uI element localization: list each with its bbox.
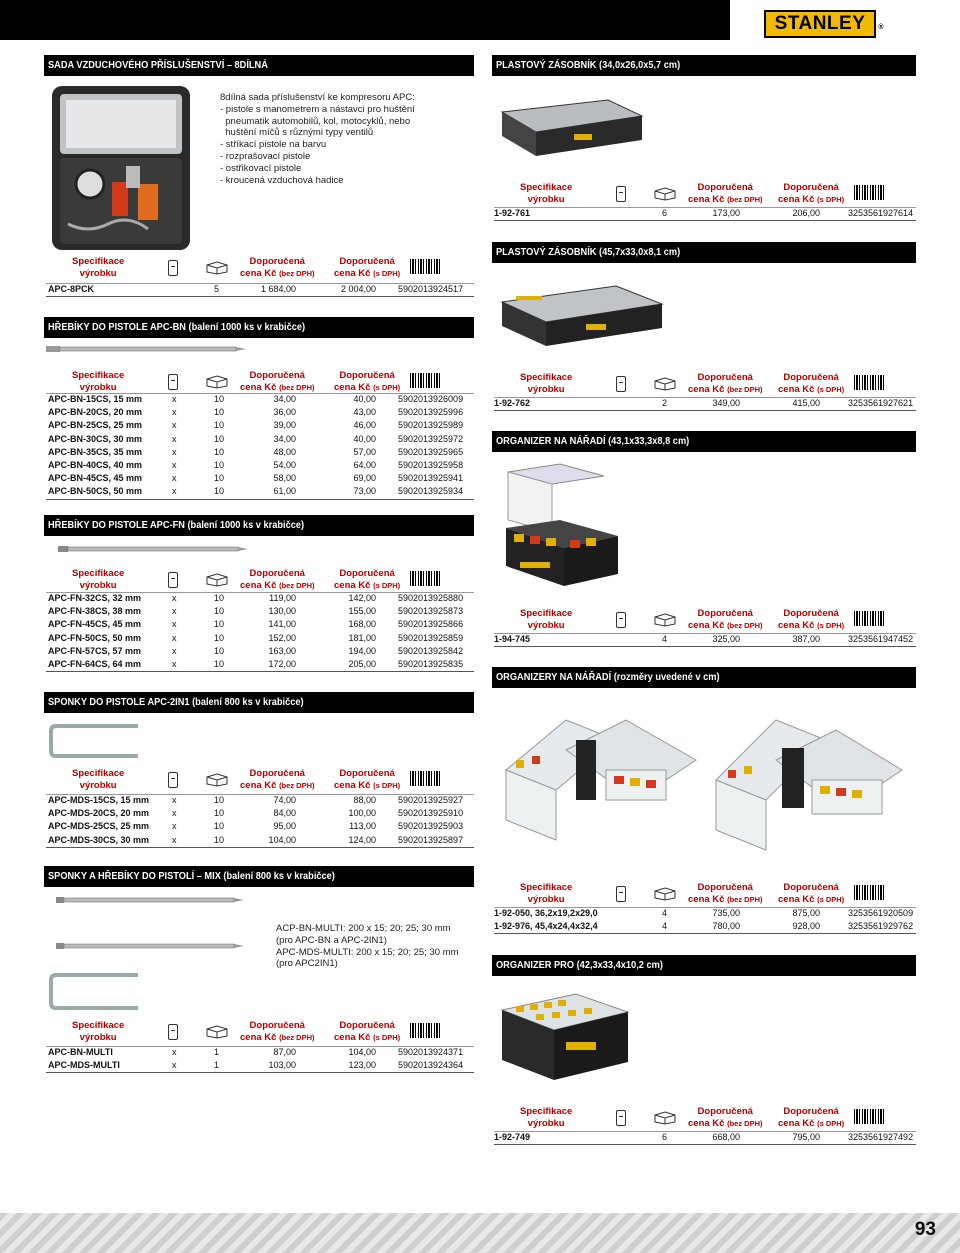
table-rule (46, 1046, 474, 1047)
cell-ean: 5902013925996 (398, 407, 464, 418)
cell-code: APC-BN-45CS, 45 mm (48, 473, 143, 484)
cell-p1: 84,00 (273, 808, 296, 819)
table-rule (46, 283, 474, 284)
cell-p2: 46,00 (353, 420, 376, 431)
cell-ean: 5902013925873 (398, 606, 464, 617)
cell-code: APC-BN-25CS, 25 mm (48, 420, 143, 431)
table-r4 (494, 907, 916, 933)
table-row (46, 632, 474, 645)
table-row (494, 207, 916, 220)
cell-qty: 6 (662, 1132, 668, 1142)
staple-photo (48, 723, 140, 759)
cell-p2: 2 004,00 (340, 284, 376, 294)
cell-x: x (172, 407, 177, 418)
table-s1 (46, 283, 474, 296)
cell-x: x (172, 459, 177, 470)
cell-code: APC-BN-35CS, 35 mm (48, 446, 143, 457)
cell-p2: 194,00 (348, 645, 376, 656)
nail-bn-photo (46, 344, 246, 354)
table-row (494, 397, 916, 410)
cell-ean: 3253561927614 (848, 208, 914, 218)
barcode-icon (854, 885, 886, 900)
cell-ean: 5902013925941 (398, 473, 464, 484)
cell-p1: 1 684,00 (260, 284, 296, 294)
cell-code: APC-BN-20CS, 20 mm (48, 407, 143, 418)
cell-p1: 668,00 (712, 1132, 740, 1142)
table-header-r5: Specifikace výrobku Doporučená cena Kč (bez DPH) Doporučená cena Kč (s DPH) (492, 1106, 916, 1132)
barcode-icon (410, 771, 442, 786)
cell-code: 1-92-762 (494, 398, 531, 408)
table-rule (46, 847, 474, 848)
cell-qty: 10 (214, 658, 225, 669)
barcode-icon (410, 1023, 442, 1038)
cell-p1: 74,00 (273, 795, 296, 805)
table-row (46, 1046, 474, 1059)
cell-ean: 5902013925903 (398, 821, 464, 832)
cell-qty: 10 (214, 593, 225, 603)
cell-p2: 73,00 (353, 486, 376, 497)
cell-p1: 130,00 (268, 606, 296, 617)
cell-p1: 141,00 (268, 619, 296, 630)
table-row (46, 605, 474, 618)
table-row (46, 834, 474, 847)
table-rule (46, 671, 474, 672)
table-r5 (494, 1131, 916, 1144)
cell-p1: 173,00 (712, 208, 740, 218)
table-row (46, 283, 474, 296)
cell-qty: 10 (214, 606, 225, 617)
cell-qty: 10 (214, 795, 225, 805)
cell-qty: 5 (214, 284, 220, 294)
cell-p2: 40,00 (353, 433, 376, 444)
cell-p2: 415,00 (792, 398, 820, 408)
cell-x: x (172, 593, 177, 603)
cell-qty: 6 (662, 208, 668, 218)
box-icon (654, 187, 676, 201)
table-s5 (46, 1046, 474, 1072)
cell-ean: 5902013926009 (398, 394, 464, 404)
box-icon (654, 1111, 676, 1125)
table-rule (46, 393, 474, 394)
table-row (46, 820, 474, 833)
cell-p2: 181,00 (348, 632, 376, 643)
top-bar (0, 0, 960, 40)
cell-x: x (172, 821, 177, 832)
table-row (46, 645, 474, 658)
cell-p2: 69,00 (353, 473, 376, 484)
cell-x: x (172, 420, 177, 431)
cell-qty: 10 (214, 394, 225, 404)
box-icon (654, 887, 676, 901)
table-rule (46, 1072, 474, 1073)
cell-qty: 10 (214, 420, 225, 431)
cell-p2: 40,00 (353, 394, 376, 404)
cell-code: APC-MDS-25CS, 25 mm (48, 821, 150, 832)
cell-qty: 10 (214, 433, 225, 444)
cell-code: APC-BN-MULTI (48, 1047, 113, 1057)
cell-code: APC-BN-30CS, 30 mm (48, 433, 143, 444)
barcode-icon (410, 571, 442, 586)
cell-qty: 10 (214, 446, 225, 457)
air-accessory-kit-photo (48, 84, 194, 252)
cell-code: APC-MDS-15CS, 15 mm (48, 795, 150, 805)
cell-ean: 5902013924371 (398, 1047, 464, 1057)
cell-qty: 10 (214, 821, 225, 832)
organizers-r4-photo (496, 700, 906, 870)
cell-code: 1-92-976, 45,4x24,4x32,4 (494, 921, 598, 932)
cell-ean: 3253561927492 (848, 1132, 914, 1142)
barcode-icon (854, 375, 886, 390)
cell-p1: 54,00 (273, 459, 296, 470)
page-number: 93 (914, 1219, 936, 1240)
table-header-r1: Specifikace výrobku Doporučená cena Kč (bez DPH) Doporučená cena Kč (s DPH) (492, 182, 916, 208)
cell-ean: 5902013925880 (398, 593, 464, 603)
table-r2 (494, 397, 916, 410)
cell-qty: 10 (214, 808, 225, 819)
table-header-s5: Specifikace výrobku Doporučená cena Kč (bez DPH) Doporučená cena Kč (s DPH) (44, 1020, 474, 1046)
cell-ean: 3253561947452 (848, 634, 914, 644)
table-row (46, 459, 474, 472)
table-row (494, 920, 916, 933)
cell-ean: 5902013925934 (398, 486, 464, 497)
cell-code: APC-FN-32CS, 32 mm (48, 593, 142, 603)
box-icon (654, 613, 676, 627)
cell-code: APC-MDS-20CS, 20 mm (48, 808, 150, 819)
cell-x: x (172, 606, 177, 617)
cell-qty: 1 (214, 1047, 220, 1057)
cell-x: x (172, 446, 177, 457)
cell-x: x (172, 834, 177, 845)
cell-x: x (172, 658, 177, 669)
cell-p2: 88,00 (353, 795, 376, 805)
cell-p1: 87,00 (273, 1047, 296, 1057)
package-icon (616, 612, 626, 628)
cell-code: 1-92-050, 36,2x19,2x29,0 (494, 908, 598, 918)
table-rule (494, 933, 916, 934)
cell-p1: 58,00 (273, 473, 296, 484)
section-title-r3: ORGANIZER NA NÁŘADÍ (43,1x33,3x8,8 cm) (492, 431, 916, 452)
cell-p2: 100,00 (348, 808, 376, 819)
cell-code: APC-FN-57CS, 57 mm (48, 645, 142, 656)
cell-code: APC-BN-40CS, 40 mm (48, 459, 143, 470)
table-rule (494, 1131, 916, 1132)
cell-p1: 48,00 (273, 446, 296, 457)
organizer-pro-photo (496, 988, 632, 1084)
cell-p2: 142,00 (348, 593, 376, 603)
mix-nails-staples-photo (48, 895, 248, 1015)
cell-p2: 57,00 (353, 446, 376, 457)
cell-x: x (172, 645, 177, 656)
barcode-icon (854, 1109, 886, 1124)
cell-code: APC-FN-50CS, 50 mm (48, 632, 142, 643)
table-s4 (46, 794, 474, 847)
table-header-s4: Specifikace výrobku Doporučená cena Kč (bez DPH) Doporučená cena Kč (s DPH) (44, 768, 474, 794)
cell-x: x (172, 473, 177, 484)
package-icon (168, 1024, 178, 1040)
table-rule (46, 296, 474, 297)
section-title-s4: SPONKY DO PISTOLE APC-2IN1 (balení 800 ks v krabičce) (44, 692, 474, 713)
cell-p1: 95,00 (273, 821, 296, 832)
cell-x: x (172, 619, 177, 630)
table-rule (494, 1144, 916, 1145)
cell-p2: 206,00 (792, 208, 820, 218)
table-rule (494, 220, 916, 221)
table-header-s2: Specifikace výrobku Doporučená cena Kč (bez DPH) Doporučená cena Kč (s DPH) (44, 370, 474, 396)
cell-ean: 3253561920509 (848, 908, 914, 918)
table-row (46, 472, 474, 485)
cell-p2: 928,00 (792, 921, 820, 932)
cell-ean: 5902013925927 (398, 795, 464, 805)
cell-ean: 5902013925842 (398, 645, 464, 656)
cell-ean: 5902013924364 (398, 1060, 464, 1071)
cell-p1: 152,00 (268, 632, 296, 643)
cell-ean: 5902013925972 (398, 433, 464, 444)
cell-p2: 104,00 (348, 1047, 376, 1057)
box-icon (206, 375, 228, 389)
cell-code: 1-92-749 (494, 1132, 531, 1142)
organizer-r1-photo (496, 96, 646, 160)
cell-ean: 5902013925866 (398, 619, 464, 630)
cell-p1: 34,00 (273, 394, 296, 404)
cell-p1: 61,00 (273, 486, 296, 497)
package-icon (616, 376, 626, 392)
table-header-r3: Specifikace výrobku Doporučená cena Kč (bez DPH) Doporučená cena Kč (s DPH) (492, 608, 916, 634)
cell-qty: 10 (214, 645, 225, 656)
cell-x: x (172, 1047, 177, 1057)
cell-qty: 10 (214, 459, 225, 470)
cell-ean: 5902013925835 (398, 658, 464, 669)
section-title-s5: SPONKY A HŘEBÍKY DO PISTOLÍ – MIX (balení 800 ks v krabičce) (44, 866, 474, 887)
stanley-logo: STANLEY ® (764, 10, 876, 38)
table-rule (46, 794, 474, 795)
barcode-icon (410, 259, 442, 274)
mix-description: ACP-BN-MULTI: 200 x 15; 20; 25; 30 mm (pro APC-BN a APC-2IN1) APC-MDS-MULTI: 200 x 15; 20; 25; 30 mm (pro APC2IN1) (276, 923, 459, 970)
section-title-s3: HŘEBÍKY DO PISTOLE APC-FN (balení 1000 ks v krabičce) (44, 515, 474, 536)
table-header-r2: Specifikace výrobku Doporučená cena Kč (bez DPH) Doporučená cena Kč (s DPH) (492, 372, 916, 398)
cell-ean: 5902013924517 (398, 284, 464, 294)
cell-qty: 10 (214, 619, 225, 630)
cell-p1: 172,00 (268, 658, 296, 669)
cell-code: APC-FN-45CS, 45 mm (48, 619, 142, 630)
table-s2 (46, 393, 474, 499)
table-rule (494, 410, 916, 411)
table-rule (494, 646, 916, 647)
box-icon (206, 773, 228, 787)
cell-p2: 64,00 (353, 459, 376, 470)
table-header-r4: Specifikace výrobku Doporučená cena Kč (bez DPH) Doporučená cena Kč (s DPH) (492, 882, 916, 908)
cell-p1: 104,00 (268, 834, 296, 845)
cell-x: x (172, 632, 177, 643)
cell-p1: 36,00 (273, 407, 296, 418)
table-row (46, 406, 474, 419)
package-icon (168, 772, 178, 788)
cell-qty: 10 (214, 407, 225, 418)
table-rule (494, 397, 916, 398)
cell-p2: 113,00 (349, 821, 376, 832)
cell-p1: 103,00 (268, 1060, 296, 1071)
organizer-r3-photo (500, 462, 624, 592)
cell-p2: 168,00 (348, 619, 376, 630)
table-rule (46, 499, 474, 500)
table-row (46, 807, 474, 820)
cell-qty: 4 (662, 908, 668, 918)
table-row (46, 618, 474, 631)
footer-tread-pattern (0, 1213, 960, 1253)
barcode-icon (854, 185, 886, 200)
table-row (46, 485, 474, 498)
section-title-s1: SADA VZDUCHOVÉHO PŘÍSLUŠENSTVÍ – 8DÍLNÁ (44, 55, 474, 76)
section-title-r4: ORGANIZERY NA NÁŘADÍ (rozměry uvedené v cm) (492, 667, 916, 688)
box-icon (206, 261, 228, 275)
cell-p1: 780,00 (712, 921, 740, 932)
box-icon (206, 1025, 228, 1039)
box-icon (206, 573, 228, 587)
section-title-r2: PLASTOVÝ ZÁSOBNÍK (45,7x33,0x8,1 cm) (492, 242, 916, 263)
package-icon (168, 260, 178, 276)
nail-fn-photo (58, 544, 248, 554)
cell-p2: 124,00 (348, 834, 376, 845)
cell-x: x (172, 795, 177, 805)
cell-ean: 5902013925859 (398, 632, 464, 643)
cell-qty: 1 (214, 1060, 220, 1071)
cell-p2: 387,00 (792, 634, 820, 644)
table-header-s1: Specifikace výrobku Doporučená cena Kč (bez DPH) Doporučená cena Kč (s DPH) (44, 256, 474, 282)
package-icon (616, 186, 626, 202)
cell-code: APC-8PCK (48, 284, 95, 294)
table-row (46, 592, 474, 605)
cell-x: x (172, 394, 177, 404)
cell-ean: 5902013925989 (398, 420, 464, 431)
table-row (46, 446, 474, 459)
table-row (46, 1059, 474, 1072)
table-rule (46, 592, 474, 593)
barcode-icon (410, 373, 442, 388)
cell-qty: 10 (214, 486, 225, 497)
cell-p2: 205,00 (348, 658, 376, 669)
table-s3 (46, 592, 474, 671)
table-r3 (494, 633, 916, 646)
table-rule (494, 633, 916, 634)
table-row (46, 658, 474, 671)
organizer-r2-photo (496, 282, 666, 350)
cell-code: APC-MDS-MULTI (48, 1060, 120, 1071)
box-icon (654, 377, 676, 391)
table-row (46, 419, 474, 432)
table-header-s3: Specifikace výrobku Doporučená cena Kč (bez DPH) Doporučená cena Kč (s DPH) (44, 568, 474, 594)
table-row (494, 633, 916, 646)
cell-p1: 349,00 (712, 398, 740, 408)
cell-ean: 3253561927621 (848, 398, 914, 408)
cell-p1: 34,00 (273, 433, 296, 444)
cell-code: APC-BN-15CS, 15 mm (48, 394, 143, 404)
package-icon (168, 572, 178, 588)
table-row (46, 794, 474, 807)
table-rule (494, 907, 916, 908)
cell-x: x (172, 433, 177, 444)
cell-p1: 39,00 (273, 420, 296, 431)
cell-p1: 735,00 (712, 908, 740, 918)
barcode-icon (854, 611, 886, 626)
cell-code: APC-MDS-30CS, 30 mm (48, 834, 150, 845)
table-row (494, 1131, 916, 1144)
cell-code: APC-FN-64CS, 64 mm (48, 658, 142, 669)
cell-x: x (172, 1060, 177, 1071)
cell-ean: 3253561929762 (848, 921, 914, 932)
cell-ean: 5902013925910 (398, 808, 464, 819)
cell-ean: 5902013925965 (398, 446, 464, 457)
kit-description: 8dílná sada příslušenství ke kompresoru APC: - pistole s manometrem a nástavci pro huštění pneumatik automobilů, kol, motocyklů, nebo huštění míčů s různými typy ventilů - stříkací pistole na barvu - rozprašovací pistole - ostřikovací pistole - kroucená vzduchová hadice (220, 92, 415, 186)
cell-ean: 5902013925897 (398, 834, 464, 845)
table-row (494, 907, 916, 920)
cell-x: x (172, 486, 177, 497)
cell-qty: 10 (214, 473, 225, 484)
section-title-s2: HŘEBÍKY DO PISTOLE APC-BN (balení 1000 ks v krabičce) (44, 317, 474, 338)
table-row (46, 393, 474, 406)
cell-p1: 119,00 (269, 593, 296, 603)
cell-qty: 4 (662, 634, 668, 644)
cell-code: 1-92-761 (494, 208, 531, 218)
package-icon (168, 374, 178, 390)
cell-p2: 155,00 (348, 606, 376, 617)
cell-code: APC-BN-50CS, 50 mm (48, 486, 143, 497)
cell-p2: 875,00 (792, 908, 820, 918)
table-rule (494, 207, 916, 208)
cell-qty: 2 (662, 398, 668, 408)
table-r1 (494, 207, 916, 220)
cell-qty: 4 (662, 921, 668, 932)
cell-p1: 163,00 (268, 645, 296, 656)
cell-qty: 10 (214, 632, 225, 643)
section-title-r1: PLASTOVÝ ZÁSOBNÍK (34,0x26,0x5,7 cm) (492, 55, 916, 76)
cell-qty: 10 (214, 834, 225, 845)
cell-x: x (172, 808, 177, 819)
section-title-r5: ORGANIZER PRO (42,3x33,4x10,2 cm) (492, 955, 916, 976)
cell-p2: 43,00 (353, 407, 376, 418)
table-row (46, 433, 474, 446)
cell-ean: 5902013925958 (398, 459, 464, 470)
cell-p2: 123,00 (348, 1060, 376, 1071)
package-icon (616, 886, 626, 902)
package-icon (616, 1110, 626, 1126)
cell-code: 1-94-745 (494, 634, 531, 644)
cell-p1: 325,00 (712, 634, 740, 644)
cell-code: APC-FN-38CS, 38 mm (48, 606, 142, 617)
cell-p2: 795,00 (792, 1132, 820, 1142)
